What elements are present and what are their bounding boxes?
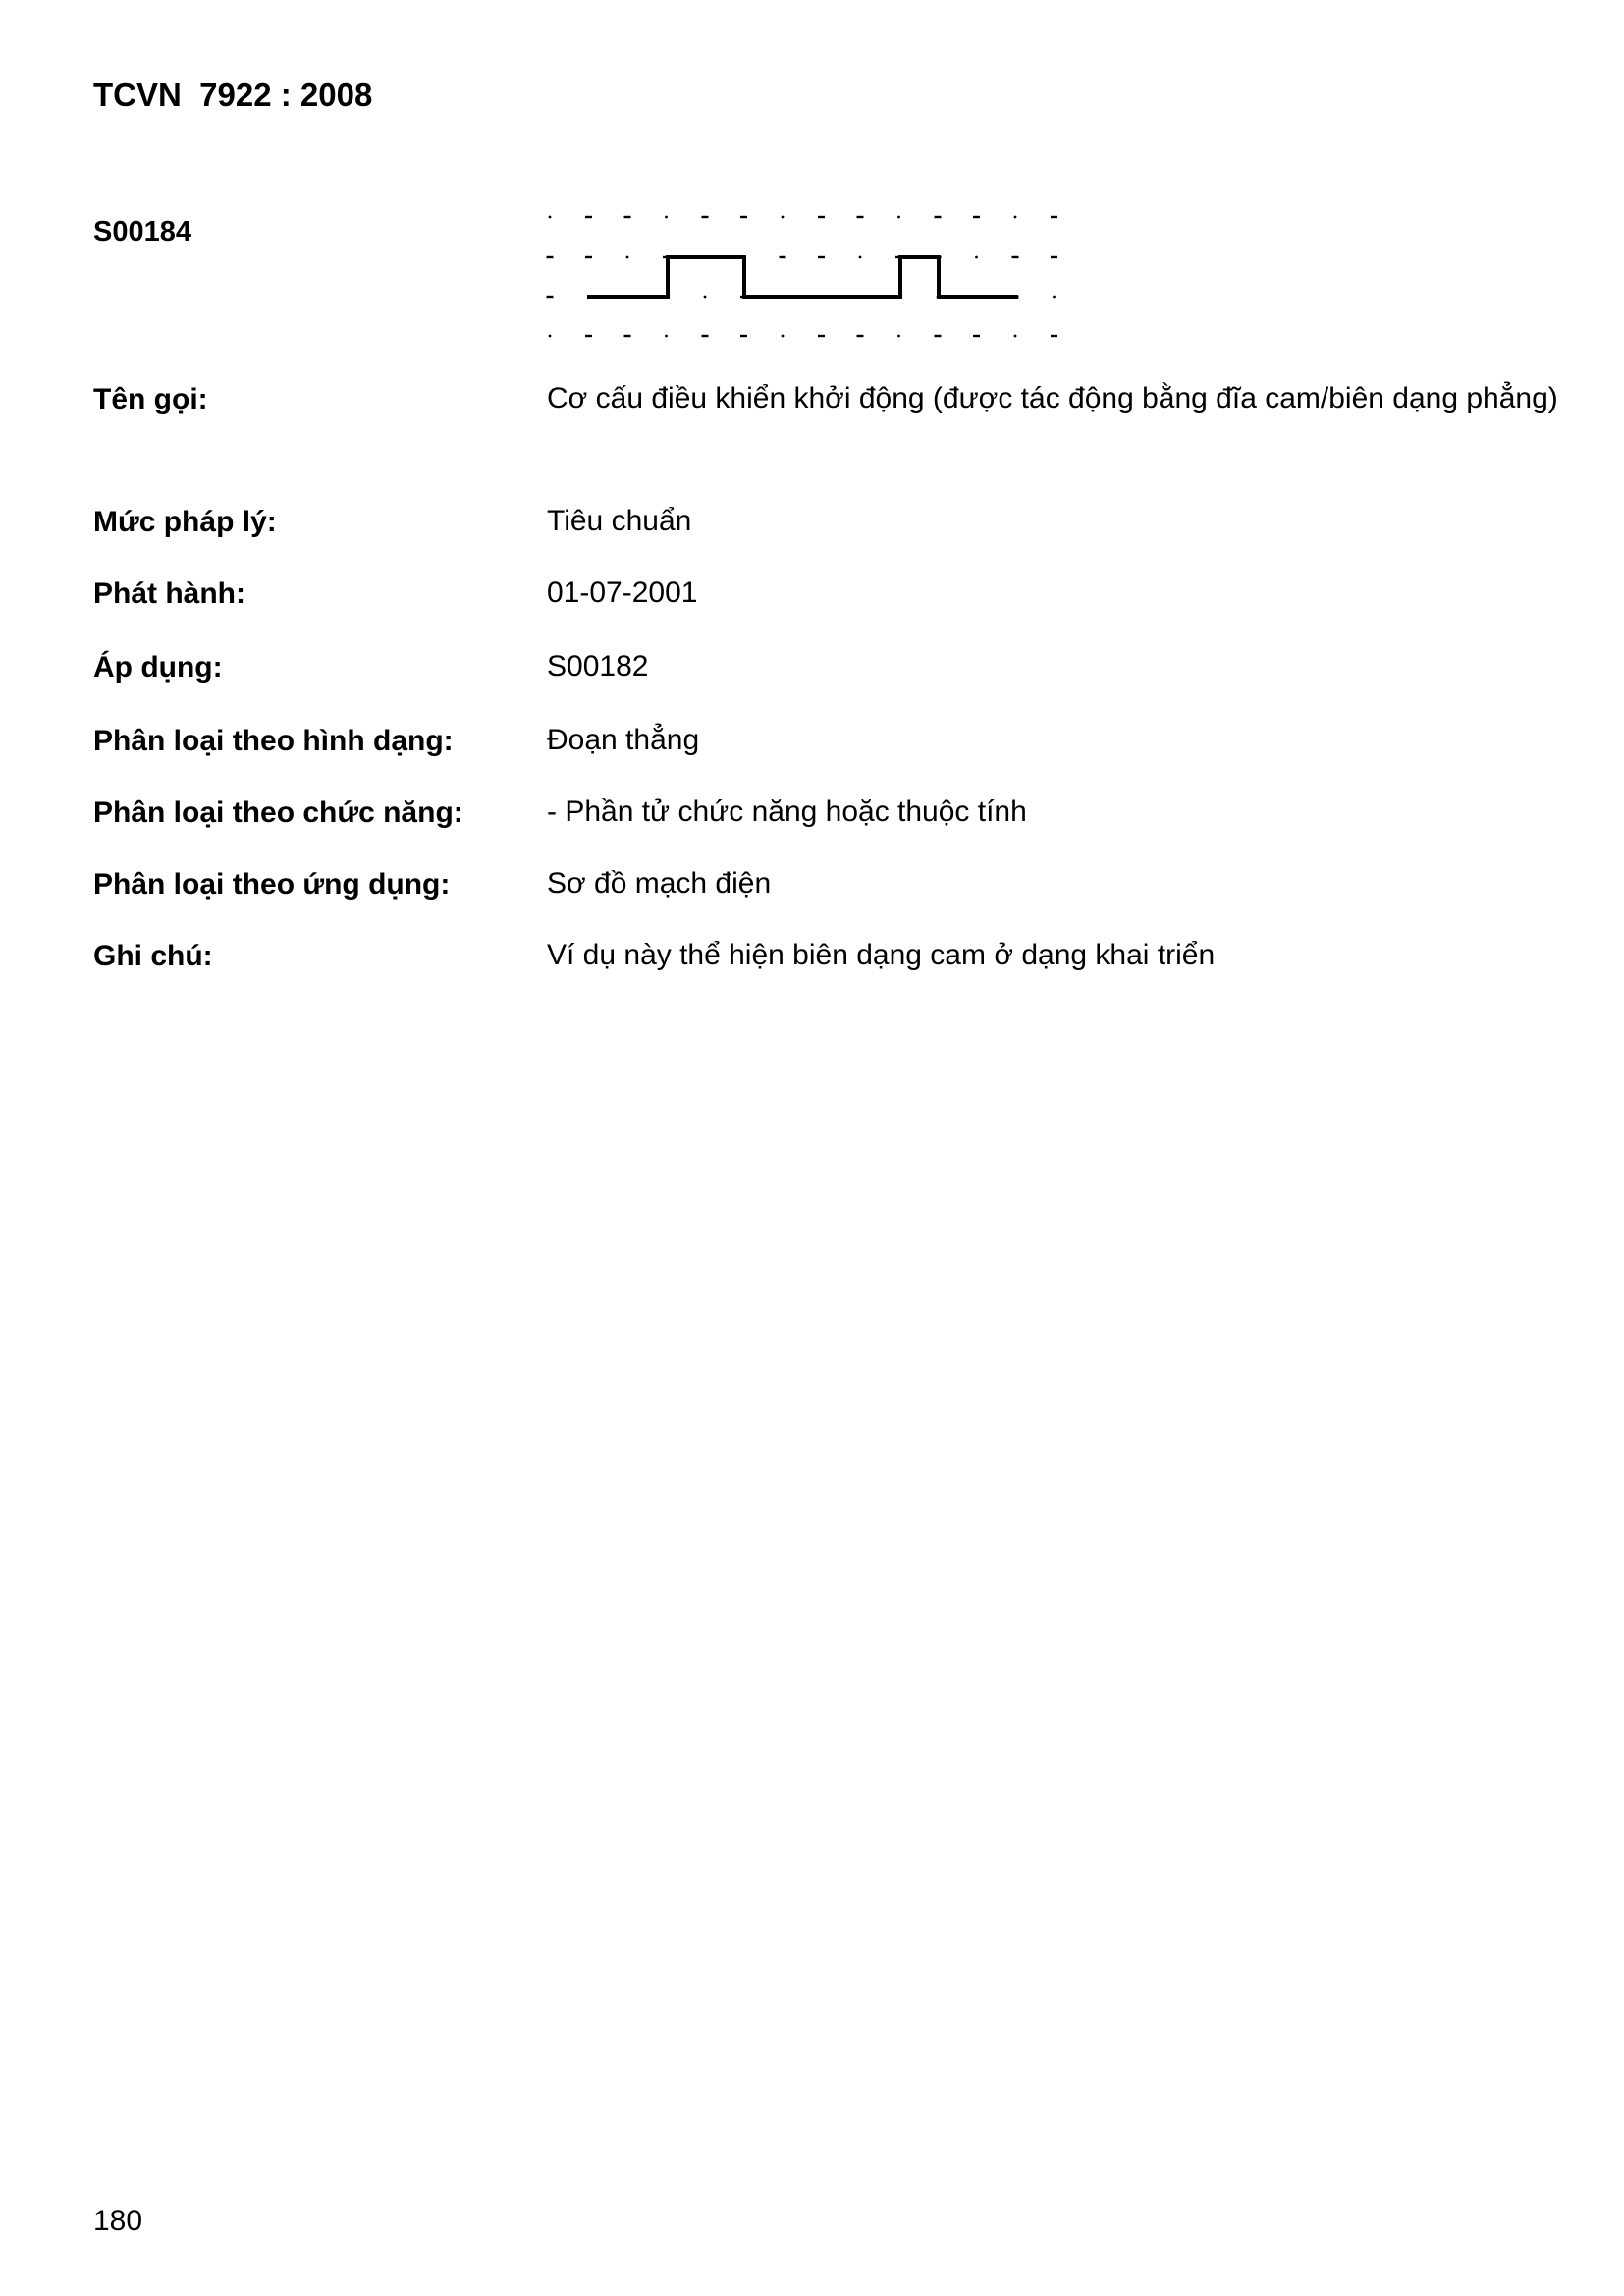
- field-label: Tên gọi:: [93, 383, 208, 415]
- grid-dash: [857, 216, 864, 218]
- grid-dash: [1051, 256, 1057, 258]
- grid-dash: [1051, 335, 1057, 337]
- field-label: Phát hành:: [93, 577, 245, 610]
- field-label: Ghi chú:: [93, 940, 213, 972]
- grid-dash: [1051, 216, 1057, 218]
- grid-dash: [547, 296, 554, 298]
- field-value: Tiêu chuẩn: [547, 505, 692, 537]
- field-label: Phân loại theo chức năng:: [93, 796, 463, 829]
- grid-dash: [624, 335, 631, 337]
- field-label: Mức pháp lý:: [93, 506, 277, 538]
- grid-dash: [1012, 256, 1019, 258]
- grid-dash: [818, 256, 825, 258]
- grid-dash: [585, 256, 592, 258]
- grid-dash: [935, 216, 942, 218]
- grid-dot: [665, 335, 668, 338]
- grid-dot: [859, 256, 862, 259]
- grid-dash: [973, 216, 980, 218]
- field-label: Phân loại theo hình dạng:: [93, 725, 454, 757]
- grid-dot: [704, 296, 707, 299]
- grid-dash: [818, 335, 825, 337]
- grid-dot: [1053, 296, 1056, 299]
- grid-dot: [897, 335, 900, 338]
- grid-dot: [1014, 335, 1017, 338]
- field-value: - Phần tử chức năng hoặc thuộc tính: [547, 795, 1027, 828]
- grid-dash: [740, 216, 747, 218]
- grid-dot: [975, 256, 978, 259]
- grid-dot: [665, 216, 668, 219]
- field-value: S00182: [547, 650, 649, 683]
- grid-dot: [549, 216, 552, 219]
- grid-dash: [702, 335, 709, 337]
- field-value: Ví dụ này thể hiện biên dạng cam ở dạng khai triển: [547, 939, 1216, 971]
- field-value: 01-07-2001: [547, 576, 698, 609]
- grid-dash: [818, 216, 825, 218]
- field-value: Cơ cấu điều khiển khởi động (được tác động bằng đĩa cam/biên dạng phẳng): [547, 382, 1558, 414]
- grid-dot: [549, 335, 552, 338]
- grid-dash: [624, 216, 631, 218]
- cam-profile-line: [587, 257, 1018, 297]
- grid-dash: [702, 216, 709, 218]
- grid-dash: [585, 216, 592, 218]
- grid-dash: [740, 335, 747, 337]
- grid-dot: [1014, 216, 1017, 219]
- symbol-code: S00184: [93, 216, 191, 247]
- grid-dot: [782, 216, 785, 219]
- cam-profile-waveform-icon: [540, 201, 1070, 349]
- field-label: Phân loại theo ứng dụng:: [93, 868, 451, 901]
- field-value: Đoạn thẳng: [547, 724, 700, 756]
- grid-dash: [585, 335, 592, 337]
- grid-dash: [857, 335, 864, 337]
- grid-dot: [897, 216, 900, 219]
- grid-dot: [626, 256, 629, 259]
- grid-dash: [973, 335, 980, 337]
- field-value: Sơ đồ mạch điện: [547, 867, 772, 900]
- document-header: TCVN 7922 : 2008: [93, 77, 373, 113]
- page-number: 180: [93, 2205, 143, 2237]
- grid-dash: [547, 256, 554, 258]
- grid-dash: [780, 256, 786, 258]
- field-label: Áp dụng:: [93, 651, 223, 683]
- grid-dash: [935, 335, 942, 337]
- grid-dot: [782, 335, 785, 338]
